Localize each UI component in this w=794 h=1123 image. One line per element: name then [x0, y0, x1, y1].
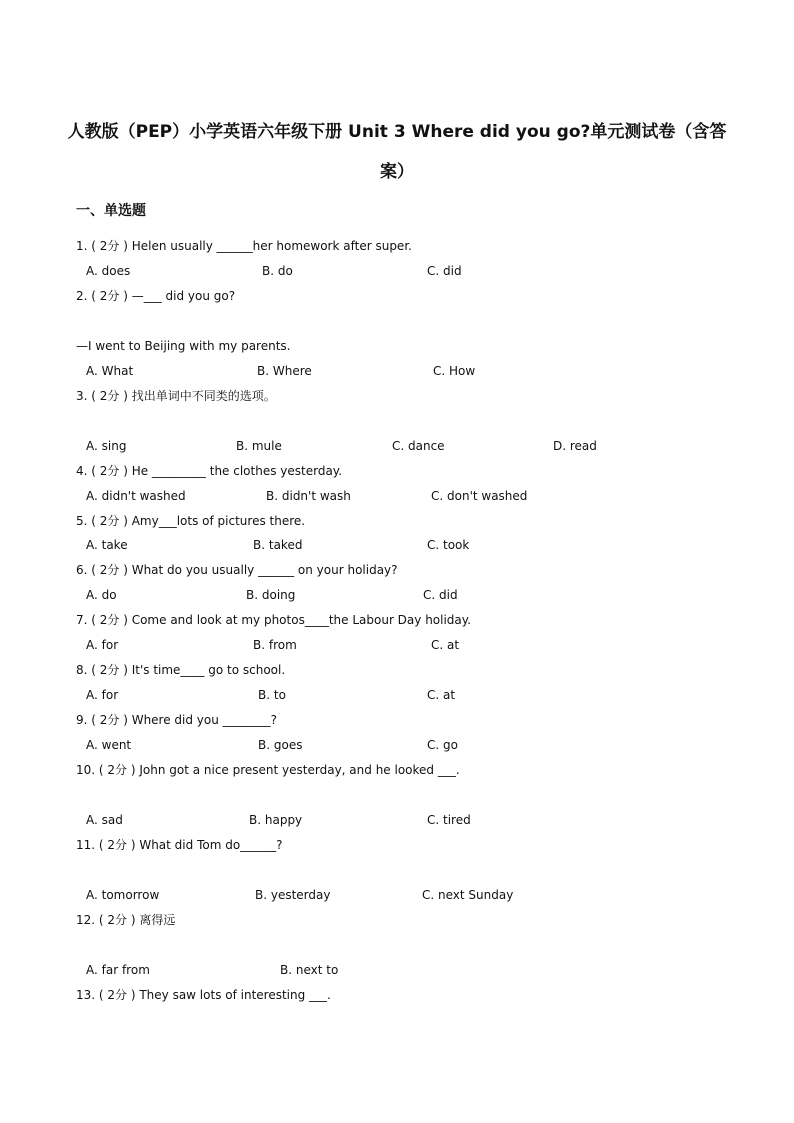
q10-option-c: C. tired	[427, 813, 471, 827]
question-1: 1. ( 2分 ) Helen usually ______her homework after super.	[76, 239, 412, 253]
q6-option-a: A. do	[86, 588, 117, 602]
q8-option-a: A. for	[86, 688, 119, 702]
question-9: 9. ( 2分 ) Where did you ________?	[76, 713, 278, 727]
q6-option-c: C. did	[423, 588, 458, 602]
q8-option-b: B. to	[258, 688, 286, 702]
question-2: 2. ( 2分 ) —___ did you go?	[76, 289, 236, 303]
page-title: 人教版（PEP）小学英语六年级下册 Unit 3 Where did you go?单元测试卷（含答案）	[67, 122, 727, 182]
q3-option-a: A. sing	[86, 439, 127, 453]
q1-option-a: A. does	[86, 264, 131, 278]
q9-option-a: A. went	[86, 738, 132, 752]
q4-option-a: A. didn't washed	[86, 489, 186, 503]
question-10: 10. ( 2分 ) John got a nice present yesterday, and he looked ___.	[76, 763, 460, 777]
q3-option-b: B. mule	[236, 439, 282, 453]
q9-option-b: B. goes	[258, 738, 303, 752]
question-11: 11. ( 2分 ) What did Tom do______?	[76, 838, 283, 852]
question-4: 4. ( 2分 ) He _________ the clothes yesterday.	[76, 464, 343, 478]
q7-option-b: B. from	[253, 638, 297, 652]
q5-option-a: A. take	[86, 538, 128, 552]
q11-option-c: C. next Sunday	[422, 888, 514, 902]
q2-option-c: C. How	[433, 364, 476, 378]
question-6: 6. ( 2分 ) What do you usually ______ on your holiday?	[76, 563, 398, 577]
question-7: 7. ( 2分 ) Come and look at my photos____the Labour Day holiday.	[76, 613, 471, 627]
q8-option-c: C. at	[427, 688, 456, 702]
q4-option-c: C. don't washed	[431, 489, 528, 503]
q1-option-c: C. did	[427, 264, 462, 278]
question-13: 13. ( 2分 ) They saw lots of interesting ___.	[76, 988, 331, 1002]
q6-option-b: B. doing	[246, 588, 296, 602]
q10-option-a: A. sad	[86, 813, 123, 827]
q1-option-b: B. do	[262, 264, 293, 278]
q10-option-b: B. happy	[249, 813, 303, 827]
q3-option-d: D. read	[553, 439, 597, 453]
q2-option-a: A. What	[86, 364, 134, 378]
q3-option-c: C. dance	[392, 439, 445, 453]
q2-option-b: B. Where	[257, 364, 312, 378]
q5-option-c: C. took	[427, 538, 470, 552]
q11-option-a: A. tomorrow	[86, 888, 160, 902]
question-2-answer-line: —I went to Beijing with my parents.	[76, 339, 291, 353]
question-12: 12. ( 2分 ) 离得远	[76, 913, 176, 927]
q9-option-c: C. go	[427, 738, 458, 752]
section-heading: 一、单选题	[76, 203, 146, 219]
question-5: 5. ( 2分 ) Amy___lots of pictures there.	[76, 514, 306, 528]
q7-option-a: A. for	[86, 638, 119, 652]
q12-option-b: B. next to	[280, 963, 339, 977]
question-3: 3. ( 2分 ) 找出单词中不同类的选项。	[76, 389, 276, 403]
question-8: 8. ( 2分 ) It's time____ go to school.	[76, 663, 286, 677]
q5-option-b: B. taked	[253, 538, 303, 552]
q12-option-a: A. far from	[86, 963, 150, 977]
q4-option-b: B. didn't wash	[266, 489, 351, 503]
q11-option-b: B. yesterday	[255, 888, 331, 902]
q7-option-c: C. at	[431, 638, 460, 652]
